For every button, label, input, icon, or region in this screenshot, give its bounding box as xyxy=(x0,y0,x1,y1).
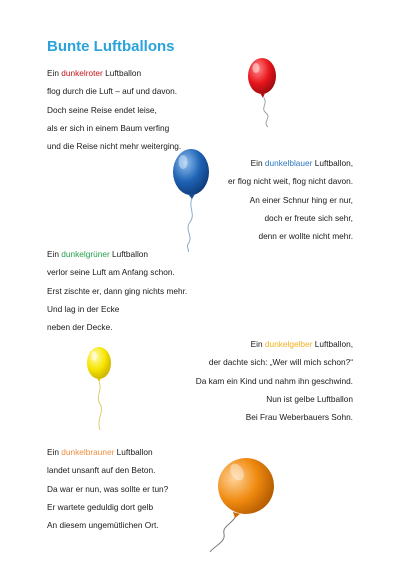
stanza-first-line: Ein dunkelgrüner Luftballon xyxy=(47,249,149,259)
stanza-line: als er sich in einem Baum verfing xyxy=(47,122,170,133)
stanza-first-line: Ein dunkelblauer Luftballon, xyxy=(250,158,353,168)
stanza-line: und die Reise nicht mehr weiterging. xyxy=(47,141,182,152)
color-word-yellow: dunkelgelber xyxy=(264,339,313,349)
yellow-balloon-icon xyxy=(84,344,114,430)
stanza-line: An einer Schnur hing er nur, xyxy=(249,194,353,205)
stanza-line: landet unsanft auf den Beton. xyxy=(47,465,156,476)
stanza-red xyxy=(47,64,181,155)
red-balloon-icon xyxy=(244,56,280,128)
stanza-line: An diesem ungemütlichen Ort. xyxy=(47,520,159,531)
stanza-line: Da kam ein Kind und nahm ihn geschwind. xyxy=(195,375,353,386)
stanza-line: doch er freute sich sehr, xyxy=(264,212,353,223)
stanza-green xyxy=(47,245,187,336)
stanza-first-line: Ein dunkelbrauner Luftballon xyxy=(47,447,153,457)
page-title: Bunte Luftballons xyxy=(47,38,175,55)
color-word-blue: dunkelblauer xyxy=(264,158,313,168)
color-word-red: dunkelroter xyxy=(61,68,103,78)
stanza-line: neben der Decke. xyxy=(47,322,113,333)
stanza-line: flog durch die Luft – auf und davon. xyxy=(47,86,178,97)
stanza-first-line: Ein dunkelgelber Luftballon, xyxy=(250,339,353,349)
stanza-line: Bei Frau Weberbauers Sohn. xyxy=(245,412,353,423)
stanza-line: Und lag in der Ecke xyxy=(47,303,120,314)
blue-balloon-icon xyxy=(168,148,214,252)
orange-balloon-icon xyxy=(206,454,278,554)
stanza-line: Doch seine Reise endet leise, xyxy=(47,104,157,115)
color-word-brown: dunkelbrauner xyxy=(61,447,115,457)
stanza-line: er flog nicht weit, flog nicht davon. xyxy=(228,176,353,187)
stanza-line: Nun ist gelbe Luftballon xyxy=(266,393,353,404)
stanza-line: Er wartete geduldig dort gelb xyxy=(47,501,154,512)
stanza-first-line: Ein dunkelroter Luftballon xyxy=(47,68,142,78)
stanza-line: Erst zischte er, dann ging nichts mehr. xyxy=(47,285,188,296)
stanza-line: Da war er nun, was sollte er tun? xyxy=(47,483,169,494)
stanza-blue xyxy=(228,154,353,245)
stanza-line: denn er wollte nicht mehr. xyxy=(258,231,353,242)
stanza-yellow xyxy=(196,335,353,426)
stanza-line: verlor seine Luft am Anfang schon. xyxy=(47,267,175,278)
stanza-line: der dachte sich: „Wer will mich schon?“ xyxy=(208,357,353,368)
stanza-brown xyxy=(47,443,168,534)
color-word-green: dunkelgrüner xyxy=(61,249,110,259)
